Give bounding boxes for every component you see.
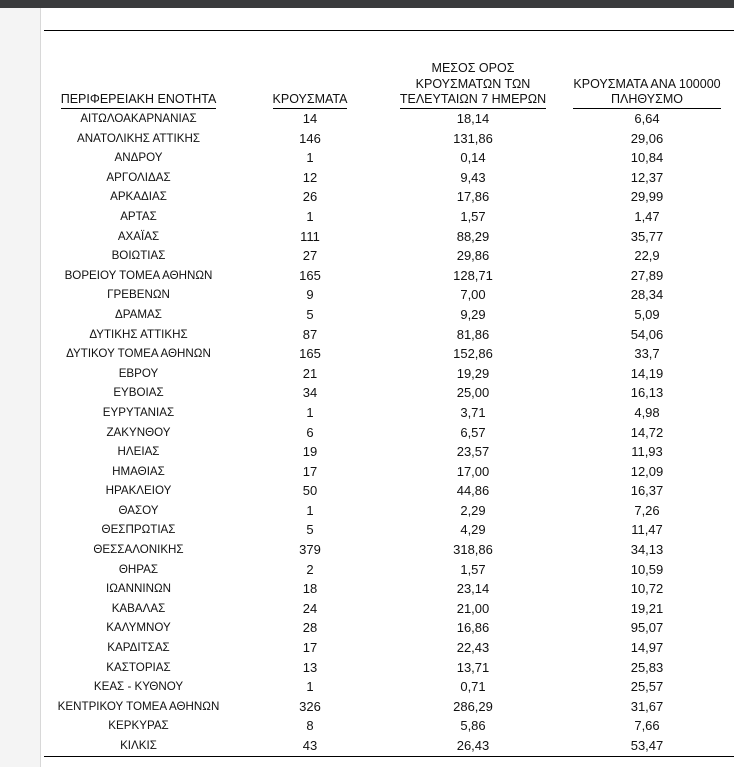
cases-per-100k-cell: 53,47 — [559, 736, 734, 756]
cases-cell: 111 — [300, 228, 320, 244]
document-page — [40, 8, 734, 767]
cases-per-100k-cell: 35,77 — [630, 228, 664, 244]
table-row — [44, 599, 734, 619]
average-7day-cell: 128,71 — [453, 267, 493, 283]
cases-cell: 1 — [306, 679, 314, 695]
table-row — [44, 403, 734, 423]
region-name-cell: ΚΑΡΔΙΤΣΑΣ — [107, 641, 170, 655]
average-7day-cell: 152,86 — [453, 346, 493, 362]
table-row — [44, 383, 734, 403]
table-row — [44, 246, 734, 266]
header-line: ΤΕΛΕΥΤΑΙΩΝ 7 ΗΜΕΡΩΝ — [399, 92, 547, 107]
table-row — [44, 168, 734, 188]
region-name-cell: ΑΝΔΡΟΥ — [114, 151, 163, 165]
cases-per-100k-cell: 33,7 — [634, 346, 660, 362]
region-name-cell: ΒΟΙΩΤΙΑΣ — [111, 249, 166, 263]
cases-per-100k-cell: 10,59 — [630, 561, 664, 577]
cases-per-100k-cell: 11,47 — [631, 522, 663, 538]
cases-cell: 1 — [306, 502, 314, 518]
cases-table — [44, 46, 734, 757]
table-top-rule — [44, 30, 734, 31]
region-name-cell: ΔΡΑΜΑΣ — [115, 307, 162, 321]
header-line: ΚΡΟΥΣΜΑΤΑ — [272, 92, 348, 107]
region-name-cell: ΚΕΝΤΡΙΚΟΥ ΤΟΜΕΑ ΑΘΗΝΩΝ — [57, 699, 220, 713]
average-7day-cell: 9,43 — [460, 169, 486, 185]
cases-per-100k-cell: 7,66 — [634, 718, 660, 734]
average-7day-cell: 4,29 — [460, 522, 486, 538]
cases-cell: 8 — [306, 718, 314, 734]
cases-cell: 379 — [299, 542, 321, 558]
average-7day-cell: 131,86 — [453, 130, 493, 146]
region-name-cell: ΘΕΣΣΑΛΟΝΙΚΗΣ — [93, 543, 184, 557]
header-cell — [387, 46, 559, 109]
cases-cell: 165 — [299, 346, 321, 362]
region-name-cell: ΕΥΡΥΤΑΝΙΑΣ — [102, 405, 175, 419]
cases-cell: 43 — [233, 736, 387, 756]
cases-cell: 13 — [302, 659, 318, 675]
cases-per-100k-cell: 29,99 — [630, 189, 664, 205]
region-name-cell: ΑΝΑΤΟΛΙΚΗΣ ΑΤΤΙΚΗΣ — [76, 131, 200, 145]
cases-cell: 50 — [302, 483, 318, 499]
header-line: ΜΕΣΟΣ ΟΡΟΣ — [431, 61, 515, 76]
cases-cell: 146 — [299, 130, 321, 146]
cases-per-100k-cell: 14,97 — [630, 640, 664, 656]
header-cell — [44, 46, 233, 109]
cases-cell: 12 — [302, 169, 318, 185]
cases-per-100k-cell: 31,67 — [630, 698, 664, 714]
table-row — [44, 501, 734, 521]
region-name-cell: ΑΡΚΑΔΙΑΣ — [110, 190, 167, 204]
region-name-cell: ΚΑΒΑΛΑΣ — [111, 601, 166, 615]
header-cases-per-100000 — [573, 77, 720, 109]
table-row — [44, 325, 734, 345]
cases-cell: 165 — [299, 267, 321, 283]
table-row — [44, 442, 734, 462]
cases-per-100k-cell: 29,06 — [630, 130, 664, 146]
average-7day-cell: 21,00 — [456, 600, 490, 616]
cases-per-100k-cell: 16,37 — [630, 483, 664, 499]
average-7day-cell: 29,86 — [456, 248, 490, 264]
average-7day-cell: 18,14 — [456, 111, 490, 126]
cases-cell: 1 — [306, 404, 314, 420]
region-name-cell: ΔΥΤΙΚΟΥ ΤΟΜΕΑ ΑΘΗΝΩΝ — [66, 347, 211, 361]
cases-per-100k-cell: 34,13 — [630, 542, 664, 558]
table-row — [44, 129, 734, 149]
table-row — [44, 148, 734, 168]
cases-cell: 5 — [306, 306, 314, 322]
average-7day-cell: 44,86 — [456, 483, 490, 499]
region-name-cell: ΚΕΡΚΥΡΑΣ — [108, 719, 169, 733]
region-name-cell: ΚΑΛΥΜΝΟΥ — [106, 621, 171, 635]
table-row — [44, 677, 734, 697]
cases-cell: 326 — [299, 698, 321, 714]
cases-cell: 9 — [306, 287, 314, 303]
region-name-cell: ΑΧΑΪΑΣ — [117, 229, 160, 243]
header-line: ΠΛΗΘΥΣΜΟ — [611, 92, 683, 107]
average-7day-cell: 7,00 — [460, 287, 486, 303]
region-name-cell: ΗΡΑΚΛΕΙΟΥ — [105, 484, 172, 498]
region-name-cell: ΔΥΤΙΚΗΣ ΑΤΤΙΚΗΣ — [89, 327, 188, 341]
table-row — [44, 540, 734, 560]
region-name-cell: ΑΡΤΑΣ — [120, 209, 157, 223]
table-row — [44, 736, 734, 756]
cases-per-100k-cell: 14,19 — [630, 365, 664, 381]
average-7day-cell: 286,29 — [453, 698, 493, 714]
average-7day-cell: 9,29 — [460, 306, 486, 322]
table-row — [44, 364, 734, 384]
viewer-top-bar — [0, 0, 734, 8]
average-7day-cell: 0,14 — [460, 150, 486, 166]
cases-cell: 26 — [302, 189, 318, 205]
table-row — [44, 227, 734, 247]
region-name-cell: ΖΑΚΥΝΘΟΥ — [106, 425, 171, 439]
average-7day-cell: 17,86 — [456, 189, 490, 205]
cases-per-100k-cell: 12,09 — [630, 463, 664, 479]
table-row — [44, 697, 734, 717]
cases-per-100k-cell: 1,47 — [634, 208, 660, 224]
average-7day-cell: 6,57 — [460, 424, 486, 440]
table-row — [44, 305, 734, 325]
cases-cell: 21 — [302, 365, 318, 381]
cases-per-100k-cell: 6,64 — [634, 111, 660, 126]
region-name-cell: ΕΥΒΟΙΑΣ — [113, 386, 164, 400]
cases-per-100k-cell: 10,72 — [630, 581, 664, 597]
cases-per-100k-cell: 54,06 — [630, 326, 664, 342]
cases-cell: 1 — [306, 208, 314, 224]
region-name-cell: ΘΕΣΠΡΩΤΙΑΣ — [101, 523, 176, 537]
average-7day-cell: 19,29 — [456, 365, 490, 381]
table-row — [44, 187, 734, 207]
region-name-cell: ΗΜΑΘΙΑΣ — [112, 464, 165, 478]
cases-per-100k-cell: 19,21 — [630, 600, 664, 616]
cases-per-100k-cell: 28,34 — [630, 287, 664, 303]
header-line: ΚΡΟΥΣΜΑΤΑ ΑΝΑ 100000 — [573, 76, 721, 91]
header-cell — [233, 46, 387, 109]
table-header-row — [44, 46, 734, 109]
table-row — [44, 344, 734, 364]
average-7day-cell: 26,43 — [387, 736, 559, 756]
cases-per-100k-cell: 5,09 — [634, 306, 660, 322]
average-7day-cell: 81,86 — [456, 326, 490, 342]
cases-per-100k-cell: 22,9 — [634, 248, 660, 264]
table-body — [44, 109, 734, 756]
table-row — [44, 638, 734, 658]
average-7day-cell: 5,86 — [460, 718, 486, 734]
cases-per-100k-cell: 14,72 — [630, 424, 664, 440]
table-row — [44, 658, 734, 678]
region-name-cell: ΕΒΡΟΥ — [118, 366, 159, 380]
cases-per-100k-cell: 95,07 — [630, 620, 664, 636]
cases-cell: 28 — [302, 620, 318, 636]
cases-cell: 17 — [302, 463, 318, 479]
cases-per-100k-cell: 12,37 — [630, 169, 664, 185]
header-line: ΠΕΡΙΦΕΡΕΙΑΚΗ ΕΝΟΤΗΤΑ — [60, 92, 217, 107]
table-row — [44, 579, 734, 599]
table-row — [44, 285, 734, 305]
region-name-cell: ΘΑΣΟΥ — [118, 503, 159, 517]
cases-per-100k-cell: 10,84 — [630, 150, 664, 166]
cases-cell: 27 — [302, 248, 318, 264]
cases-per-100k-cell: 25,57 — [630, 679, 664, 695]
cases-cell: 17 — [302, 640, 318, 656]
cases-cell: 2 — [306, 561, 314, 577]
cases-cell: 6 — [306, 424, 314, 440]
average-7day-cell: 0,71 — [460, 679, 486, 695]
average-7day-cell: 25,00 — [456, 385, 490, 401]
cases-per-100k-cell: 4,98 — [634, 404, 660, 420]
cases-cell: 34 — [302, 385, 318, 401]
table-row — [44, 481, 734, 501]
cases-cell: 19 — [302, 444, 318, 460]
region-name-cell: ΚΕΑΣ - ΚΥΘΝΟΥ — [93, 680, 184, 694]
region-name-cell: ΗΛΕΙΑΣ — [117, 445, 160, 459]
cases-cell: 24 — [302, 600, 318, 616]
region-name-cell: ΑΡΓΟΛΙΔΑΣ — [106, 170, 171, 184]
region-name-cell: ΑΙΤΩΛΟΑΚΑΡΝΑΝΙΑΣ — [80, 112, 197, 125]
region-name-cell: ΓΡΕΒΕΝΩΝ — [107, 288, 170, 302]
header-7day-average — [400, 61, 546, 109]
average-7day-cell: 17,00 — [456, 463, 490, 479]
average-7day-cell: 23,57 — [456, 444, 490, 460]
header-cell — [559, 46, 734, 109]
cases-per-100k-cell: 16,13 — [630, 385, 664, 401]
region-name-cell: ΒΟΡΕΙΟΥ ΤΟΜΕΑ ΑΘΗΝΩΝ — [64, 268, 213, 282]
table-row — [44, 560, 734, 580]
region-name-cell: ΘΗΡΑΣ — [118, 562, 159, 576]
cases-per-100k-cell: 27,89 — [630, 267, 664, 283]
average-7day-cell: 88,29 — [456, 228, 490, 244]
average-7day-cell: 16,86 — [456, 620, 490, 636]
header-regional-unit — [61, 92, 217, 109]
average-7day-cell: 3,71 — [460, 404, 486, 420]
cases-per-100k-cell: 7,26 — [634, 502, 660, 518]
region-name-cell: ΙΩΑΝΝΙΝΩΝ — [106, 582, 171, 596]
cases-cell: 1 — [306, 150, 314, 166]
header-cases — [273, 92, 348, 109]
average-7day-cell: 13,71 — [456, 659, 490, 675]
average-7day-cell: 318,86 — [453, 542, 493, 558]
table-row — [44, 423, 734, 443]
table-row — [44, 207, 734, 227]
table-row — [44, 462, 734, 482]
average-7day-cell: 22,43 — [456, 640, 490, 656]
table-row — [44, 520, 734, 540]
cases-per-100k-cell: 11,93 — [631, 444, 663, 460]
average-7day-cell: 23,14 — [456, 581, 490, 597]
header-line: ΚΡΟΥΣΜΑΤΩΝ ΤΩΝ — [415, 76, 531, 91]
cases-cell: 14 — [302, 111, 318, 126]
table-row — [44, 716, 734, 736]
cases-cell: 5 — [306, 522, 314, 538]
table-row — [44, 618, 734, 638]
table-row — [44, 109, 734, 129]
region-name-cell: ΚΙΛΚΙΣ — [44, 736, 233, 756]
table-row — [44, 266, 734, 286]
cases-per-100k-cell: 25,83 — [630, 659, 664, 675]
average-7day-cell: 1,57 — [460, 561, 486, 577]
cases-cell: 87 — [302, 326, 318, 342]
cases-cell: 18 — [302, 581, 318, 597]
average-7day-cell: 1,57 — [460, 208, 486, 224]
average-7day-cell: 2,29 — [460, 502, 486, 518]
region-name-cell: ΚΑΣΤΟΡΙΑΣ — [106, 660, 171, 674]
